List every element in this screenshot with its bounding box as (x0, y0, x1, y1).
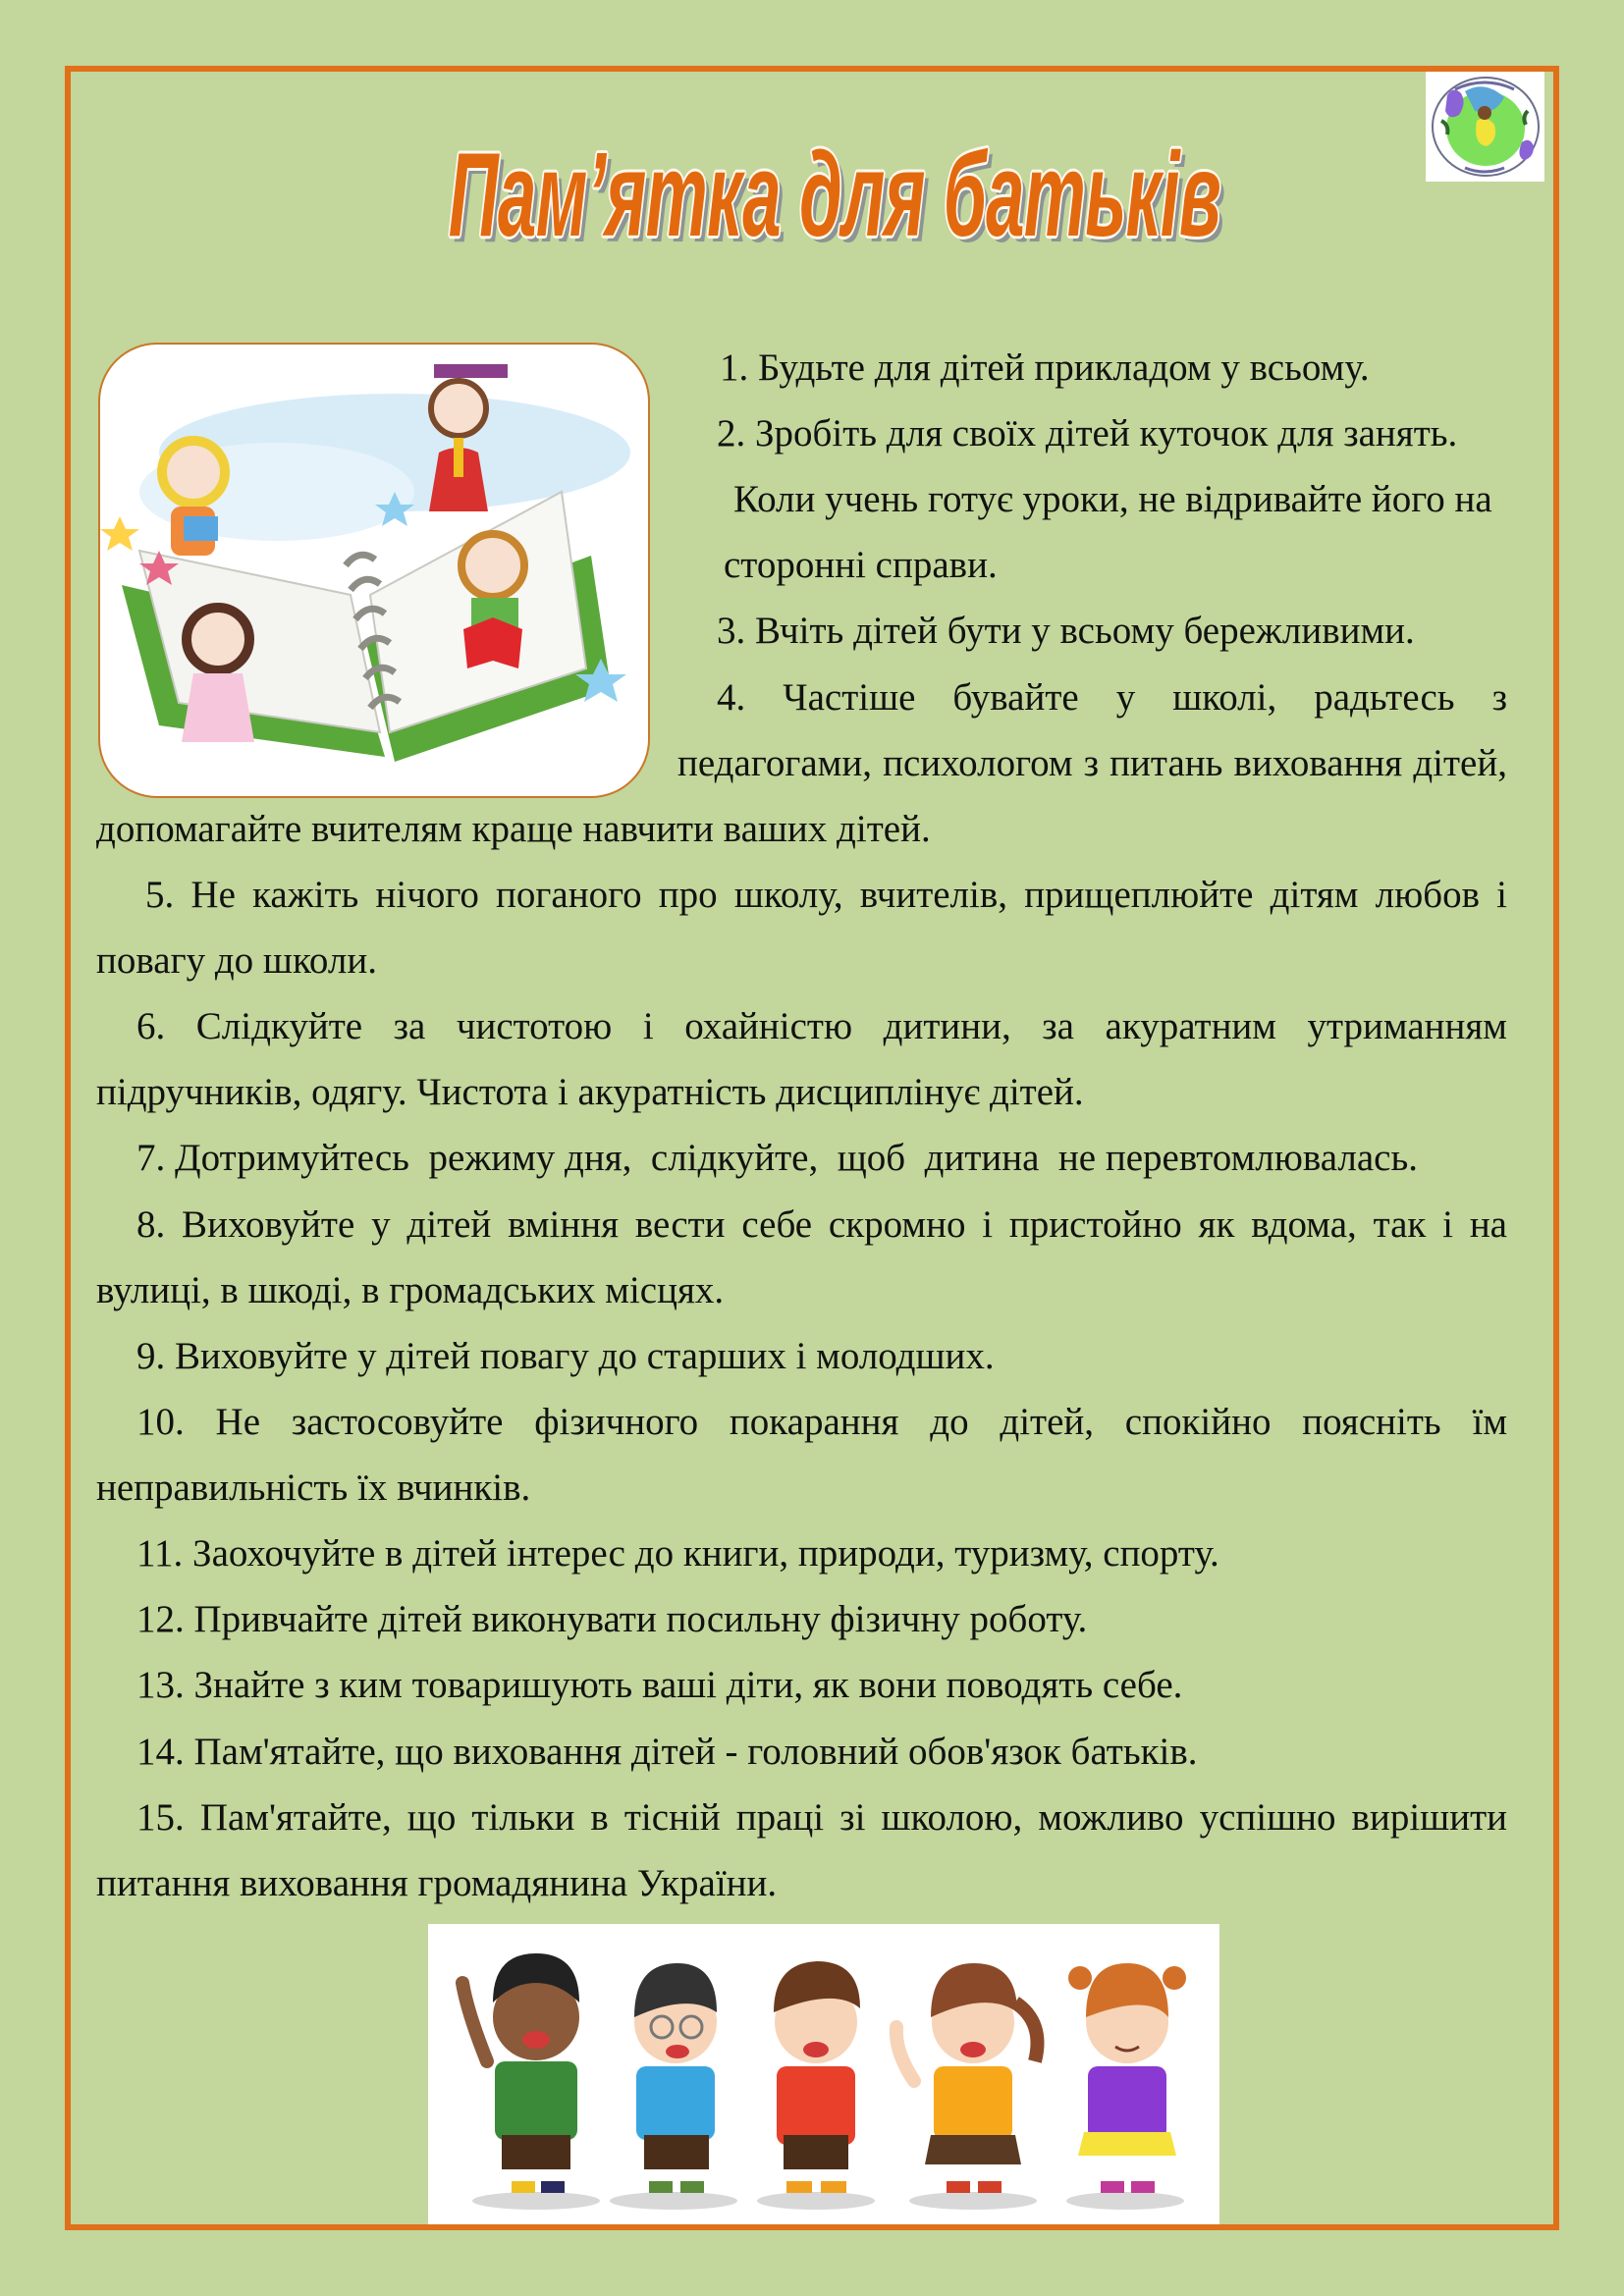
memo-item-8-line-1: 8. Виховуйте у дітей вміння вести себе скромно і пристойно як вдома, так і на (136, 1203, 1507, 1246)
memo-item-14-line-1: 14. Пам'ятайте, що виховання дітей - головний обов'язок батьків. (136, 1731, 1198, 1773)
memo-item-2-line-1: 2. Зробіть для своїх дітей куточок для занять. (717, 412, 1458, 454)
memo-item-10-line-2: неправильність їх вчинків. (96, 1467, 531, 1509)
memo-item-5-line-1: 5. Не кажіть нічого поганого про школу, вчителів, прищеплюйте дітям любов і (145, 874, 1507, 916)
memo-item-7-line-1: 7. Дотримуйтесь режиму дня, слідкуйте, щоб дитина не перевтомлювалась. (136, 1137, 1419, 1179)
title-container (295, 126, 1375, 263)
page-title: Пам’ятка для батьків (448, 128, 1221, 261)
memo-item-8-line-2: вулиці, в шкоді, в громадських місцях. (96, 1269, 725, 1311)
memo-item-10-line-1: 10. Не застосовуйте фізичного покарання до дітей, спокійно поясніть їм (136, 1401, 1507, 1443)
book-children-icon (100, 345, 648, 796)
kids-with-backpacks-icon (428, 1924, 1219, 2224)
memo-item-4-line-1: 4. Частіше бувайте у школі, радьтесь з (717, 676, 1507, 719)
memo-item-15-line-2: питання виховання громадянина України. (96, 1862, 778, 1904)
memo-item-9-line-1: 9. Виховуйте у дітей повагу до старших і молодших. (136, 1335, 995, 1377)
memo-item-12-line-1: 12. Привчайте дітей виконувати посильну фізичну роботу. (136, 1598, 1088, 1640)
schoolchildren-illustration (428, 1924, 1219, 2224)
logo-emblem-icon (1426, 72, 1544, 182)
memo-item-2-line-3: сторонні справи. (724, 544, 998, 586)
children-on-book-illustration (98, 343, 650, 798)
memo-item-13-line-1: 13. Знайте з ким товаришують ваші діти, як вони поводять себе. (136, 1664, 1183, 1706)
memo-item-1-line-1: 1. Будьте для дітей прикладом у всьому. (720, 347, 1370, 389)
memo-item-6-line-2: підручників, одягу. Чистота і акуратність дисциплінує дітей. (96, 1071, 1084, 1113)
memo-item-11-line-1: 11. Заохочуйте в дітей інтерес до книги, природи, туризму, спорту. (136, 1532, 1219, 1575)
memo-item-4-line-2: педагогами, психологом з питань виховання дітей, (677, 742, 1507, 784)
memo-item-2-line-2: Коли учень готує уроки, не відривайте його на (733, 478, 1492, 520)
memo-item-3-line-1: 3. Вчіть дітей бути у всьому бережливими. (717, 610, 1415, 652)
memo-item-6-line-1: 6. Слідкуйте за чистотою і охайністю дитини, за акуратним утриманням (136, 1005, 1507, 1047)
school-logo (1426, 72, 1544, 182)
memo-item-5-line-2: повагу до школи. (96, 939, 377, 982)
memo-item-15-line-1: 15. Пам'ятайте, що тільки в тісній праці зі школою, можливо успішно вирішити (136, 1796, 1507, 1839)
memo-item-4-line-3: допомагайте вчителям краще навчити ваших дітей. (96, 808, 931, 850)
